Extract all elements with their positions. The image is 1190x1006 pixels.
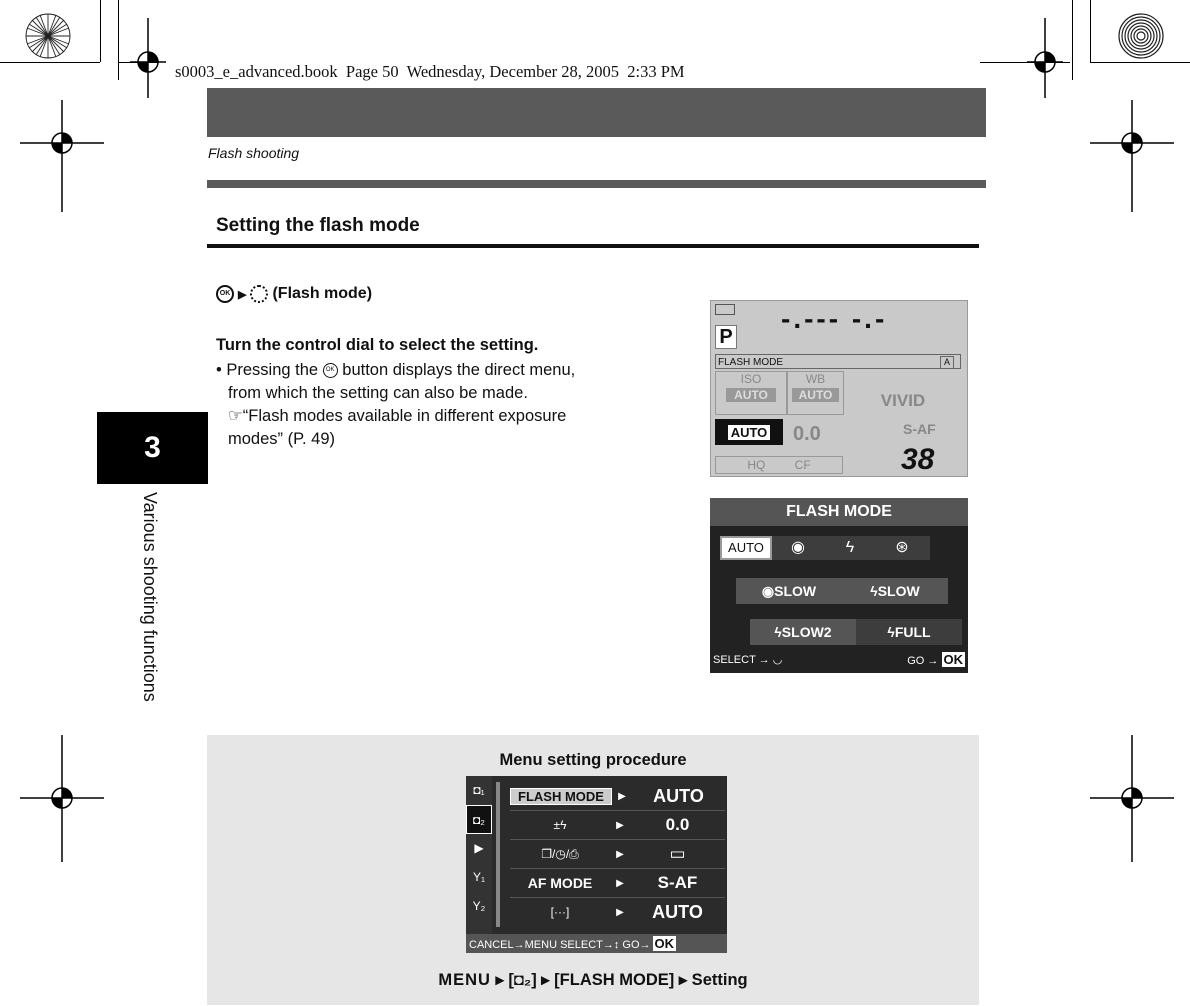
red-eye-slow-option[interactable]: ◉SLOW xyxy=(761,583,817,599)
tab-shooting-1[interactable]: ◘₁ xyxy=(473,783,485,797)
red-eye-option[interactable]: ◉ xyxy=(791,539,805,556)
quality-setting: HQ CF xyxy=(715,456,843,474)
select-hint: SELECT → ◡ xyxy=(713,654,783,666)
panel-label: FLASH MODE A xyxy=(715,354,961,369)
focus-mode: S-AF xyxy=(903,421,936,437)
fill-in-option[interactable]: ϟ xyxy=(845,539,855,556)
slow-option[interactable]: ϟSLOW xyxy=(870,583,920,599)
step-text: Turn the control dial to select the setting. xyxy=(216,336,539,354)
menu-tabs xyxy=(466,776,492,934)
slow2-option[interactable]: ϟSLOW2 xyxy=(774,624,832,640)
flash-options-row3 xyxy=(750,619,962,645)
camera-menu-screen xyxy=(466,776,727,953)
direct-menu-title: FLASH MODE xyxy=(710,498,968,526)
menu-rows xyxy=(510,782,725,926)
shooting-mode: P xyxy=(715,325,737,349)
wb-setting: WB AUTO xyxy=(787,371,844,415)
page-heading: Setting the flash mode xyxy=(216,215,420,236)
arrow-right-icon: ▶ xyxy=(238,288,247,301)
file-info-line: s0003_e_advanced.book Page 50 Wednesday, December 28, 2005 2:33 PM xyxy=(175,62,685,81)
reference-text: “Flash modes available in different exposure xyxy=(242,407,567,425)
go-hint: GO → OK xyxy=(907,652,963,667)
menu-path: MENU ▸ [◘₂] ▸ [FLASH MODE] ▸ Setting xyxy=(438,971,748,989)
full-option[interactable]: ϟFULL xyxy=(856,619,962,645)
iso-setting: ISO AUTO xyxy=(715,371,787,415)
menu-row-drive[interactable]: ❐/◷/⎙ ▶ ▭ xyxy=(510,840,725,869)
control-panel-screen xyxy=(710,300,968,477)
control-dial-icon xyxy=(250,285,268,303)
reference-icon: ☞ xyxy=(228,407,243,425)
menu-row-metering[interactable]: [···] ▶ AUTO xyxy=(550,901,703,922)
header-rule xyxy=(207,180,986,188)
flash-auto-option[interactable]: AUTO xyxy=(720,536,772,560)
menu-row-flash-comp[interactable]: ±ϟ ▶ 0.0 xyxy=(510,811,725,840)
flash-options-row1 xyxy=(720,536,930,560)
shortcut-text: (Flash mode) xyxy=(272,285,373,302)
tab-playback[interactable]: ▶ xyxy=(474,841,484,855)
tab-shooting-2[interactable]: ◘₂ xyxy=(466,805,492,834)
tab-custom[interactable]: Υ₁ xyxy=(472,870,486,884)
menu-row-af-mode[interactable]: AF MODE ▶ S-AF xyxy=(510,869,725,898)
ok-button-icon: OK xyxy=(216,285,234,303)
flash-options-row2 xyxy=(736,578,948,604)
menu-procedure-box xyxy=(207,735,979,1005)
exposure-comp: 0.0 xyxy=(793,423,821,445)
section-label: Flash shooting xyxy=(208,145,300,161)
flash-setting: AUTO xyxy=(715,419,783,445)
flash-off-option[interactable]: ⊛ xyxy=(895,539,909,556)
menu-scrollbar[interactable] xyxy=(496,782,500,927)
heading-rule xyxy=(207,244,979,248)
chapter-title: Various shooting functions xyxy=(140,492,160,702)
bullet-text: • Pressing the OK button displays the direct menu, from which the setting can also be made. ☞“Flash modes available in different exposure modes” (P. 49) xyxy=(216,361,576,448)
procedure-title: Menu setting procedure xyxy=(499,751,687,769)
frames-remaining: 38 xyxy=(901,443,935,476)
exposure-readout: -.--- -.- xyxy=(781,303,888,334)
tab-setup[interactable]: Υ₂ xyxy=(472,899,486,913)
picture-mode: VIVID xyxy=(880,391,926,410)
header-bar xyxy=(207,88,986,137)
auto-badge: A xyxy=(940,356,954,369)
menu-footer: CANCEL→MENU SELECT→↕ GO→ OK xyxy=(466,934,727,953)
shortcut-line xyxy=(216,285,372,303)
ok-button-icon: OK xyxy=(323,363,338,378)
chapter-number: 3 xyxy=(97,412,208,484)
direct-menu xyxy=(710,498,968,673)
menu-row-flash-mode[interactable]: FLASH MODE ▶ AUTO xyxy=(510,782,725,811)
battery-icon xyxy=(715,304,735,315)
